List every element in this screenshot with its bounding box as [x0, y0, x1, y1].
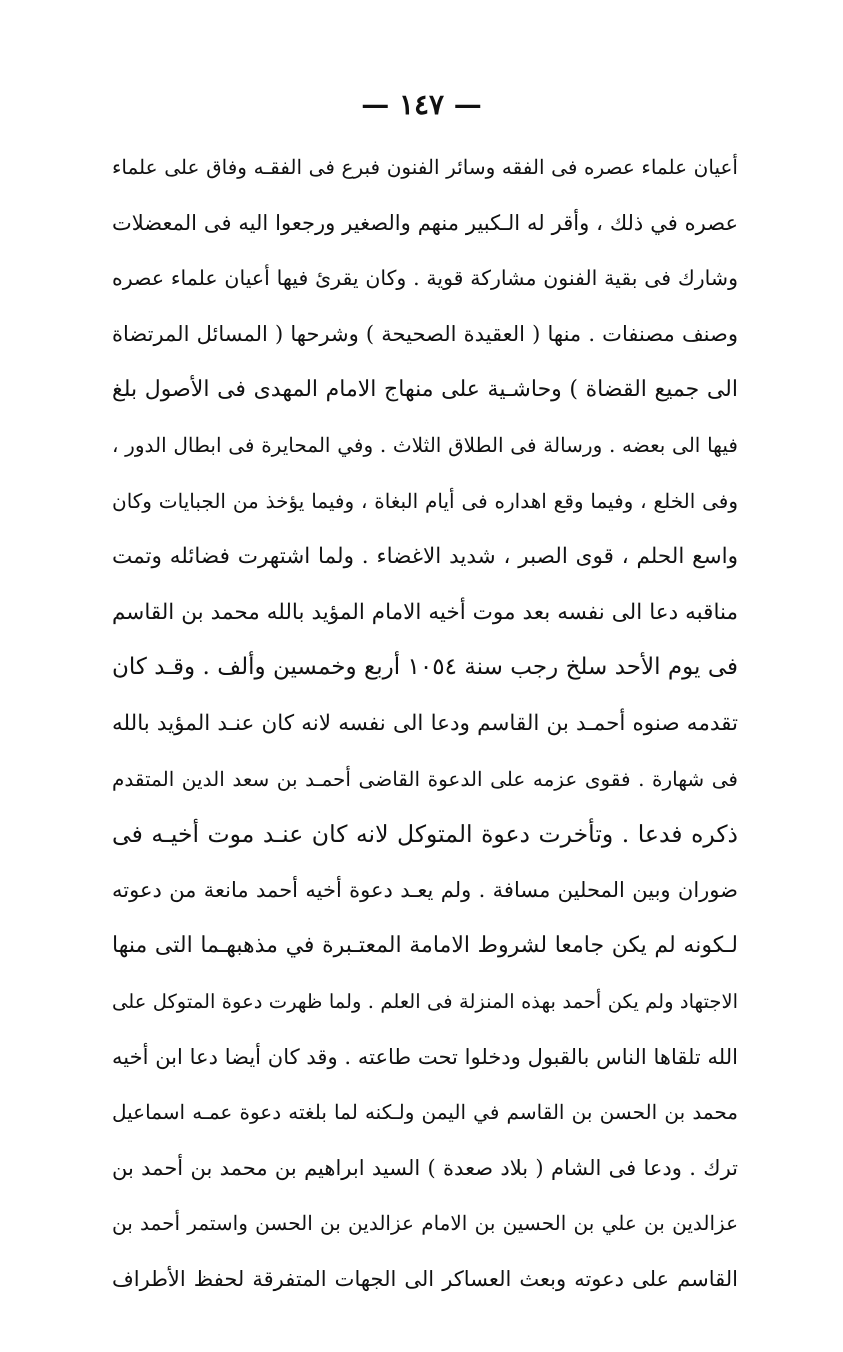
text-line: فيها الى بعضه . ورسالة فى الطلاق الثلاث . وفي المحايرة فى ابطال الدور ، [112, 432, 738, 457]
text-line: الاجتهاد ولم يكن أحمد بهذه المنزلة فى العلم . ولما ظهرت دعوة المتوكل على [112, 989, 738, 1013]
text-line: عصره في ذلك ، وأقر له الـكبير منهم والصغير ورجعوا اليه فى المعضلات [112, 210, 738, 235]
page-number: — ١٤٧ — [361, 88, 482, 121]
text-line: تقدمه صنوه أحمـد بن القاسم ودعا الى نفسه لانه كان عنـد المؤيد بالله [112, 710, 738, 736]
text-line: مناقبه دعا الى نفسه بعد موت أخيه الامام المؤيد بالله محمد بن القاسم [112, 599, 738, 625]
text-line: فى يوم الأحد سلخ رجب سنة ١٠٥٤ أربع وخمسين وألف . وقـد كان [112, 654, 738, 681]
text-line: واسع الحلم ، قوى الصبر ، شديد الاغضاء . ولما اشتهرت فضائله وتمت [112, 544, 738, 570]
text-line: ترك . ودعا فى الشام ( بلاد صعدة ) السيد ابراهيم بن محمد بن أحمد بن [112, 1155, 738, 1180]
text-line: القاسم على دعوته وبعث العساكر الى الجهات المتفرقة لحفظ الأطراف [112, 1266, 738, 1291]
text-line: أعيان علماء عصره فى الفقه وسائر الفنون فبرع فى الفقـه وفاق على علماء [112, 155, 738, 179]
text-line: لـكونه لم يكن جامعا لشروط الامامة المعتـبرة في مذهبهـما التى منها [112, 933, 738, 959]
text-line: الله تلقاها الناس بالقبول ودخلوا تحت طاعته . وقد كان أيضا دعا ابن أخيه [112, 1044, 738, 1069]
text-line: وشارك فى بقية الفنون مشاركة قوية . وكان يقرئ فيها أعيان علماء عصره [112, 266, 738, 291]
text-line: فى شهارة . فقوى عزمه على الدعوة القاضى أحمـد بن سعد الدين المتقدم [112, 766, 738, 791]
body-text [112, 140, 738, 1307]
text-line: ضوران وبين المحلين مسافة . ولم يعـد دعوة أخيه أحمد مانعة من دعوته [112, 877, 738, 902]
text-line: الى جميع القضاة ) وحاشـية على منهاج الامام المهدى فى الأصول بلغ [112, 377, 738, 403]
text-line: محمد بن الحسن بن القاسم في اليمن ولـكنه لما بلغته دعوة عمـه اسماعيل [112, 1100, 738, 1125]
text-line: وفى الخلع ، وفيما وقع اهداره فى أيام البغاة ، وفيما يؤخذ من الجبايات وكان [112, 488, 738, 513]
text-line: وصنف مصنفات . منها ( العقيدة الصحيحة ) وشرحها ( المسائل المرتضاة [112, 321, 738, 346]
text-line: ذكره فدعا . وتأخرت دعوة المتوكل لانه كان عنـد موت أخيـه فى [112, 820, 738, 849]
text-line: عزالدين بن علي بن الحسين بن الامام عزالدين بن الحسن واستمر أحمد بن [112, 1211, 738, 1236]
